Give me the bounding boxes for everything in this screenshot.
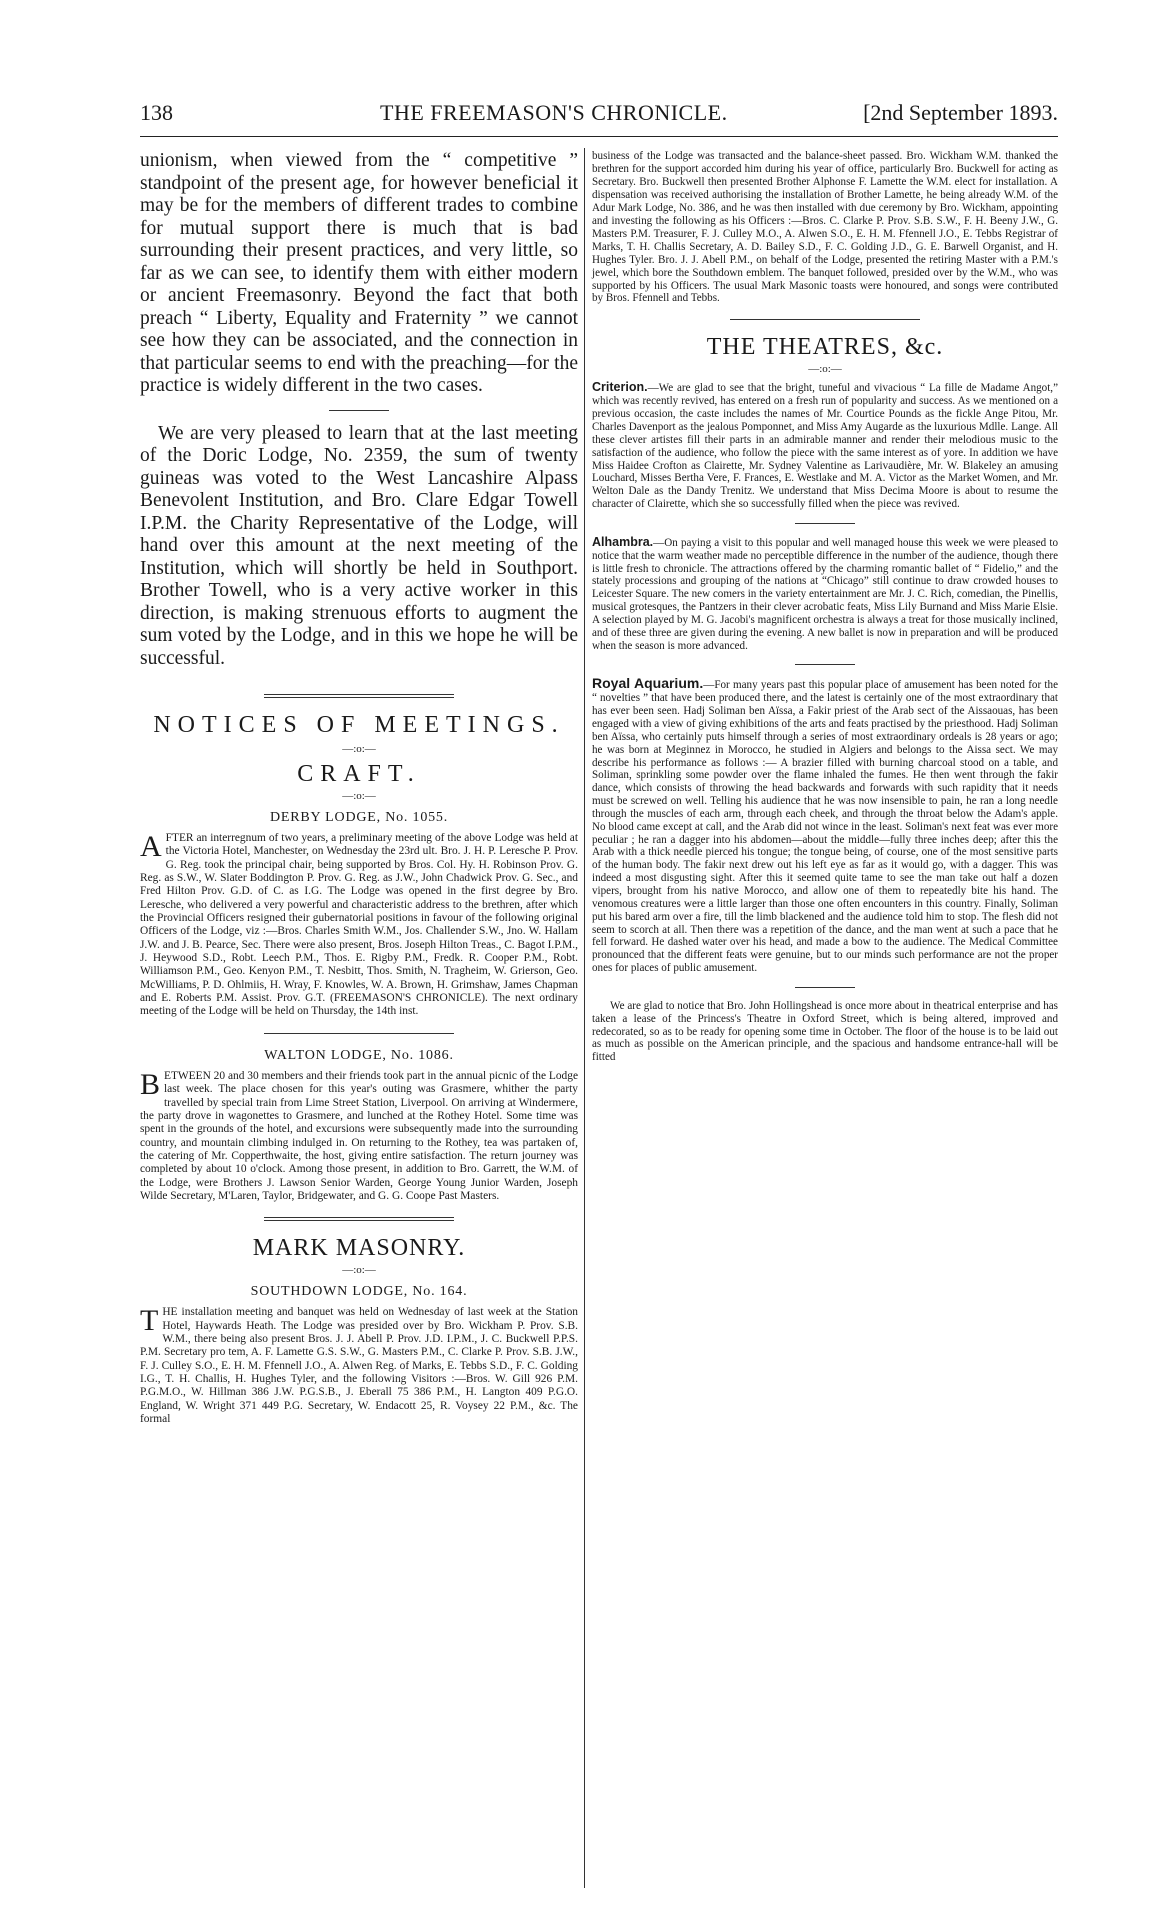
walton-lodge-report: BETWEEN 20 and 30 members and their friends took part in the annual picnic of the Lodge last week. The place chosen for this year's outing was Grasmere, whither the party travelled by special train from Lime Street Station, Liverpool. On arriving at Windermere, the party drove in wagonettes to Grasmere, and lunched at the Rothey Hotel. Some time was spent in the grounds of the hotel, and excursions were subsequently made into the surrounding country, and mountain climbing indulged in. On returning to the Rothey, tea was partaken of, the catering of Mr. Copperthwaite, the host, giving entire satisfaction. The return journey was completed by about 10 o'clock. Among those present, in addition to Bro. Garrett, the W.M. of the Lodge, were Brothers J. Lawson Senior Warden, George Young Junior Warden, Joseph Wilde Secretary, M'Laren, Taylor, Bridgewater, and G. G. Coope Past Masters.	[140, 1067, 578, 1202]
double-rule	[264, 694, 454, 698]
southdown-lodge-report: THE installation meeting and banquet was held on Wednesday of last week at the Station Hotel, Haywards Heath. The Lodge was presided over by Bro. Wickham P. Prov. S.B. W.M., there being also present Bros. J. J. Abell P. Prov. J.D. I.P.M., J. C. Buckwell P.P.S. P.M. Secretary pro tem, A. F. Lamette G.S. S.W., G. Masters P.M., C. Clarke P. Prov. S.B. J.W., F. J. Culley S.O., E. H. M. Ffennell J.O., A. Alwen Reg. of Marks, E. Tebbs S.D., F. C. Golding I.G., T. H. Challis, H. Hughes Tyler, and the following Visitors :—Bros. W. Gill 926 P.M. P.G.M.O., W. Hillman 386 J.W. P.G.S.B., J. Eberall 75 386 P.M., H. Langton 409 P.G.O. England, W. Wright 371 449 P.G. Secretary, W. Endacott 25, R. Voysey 22 P.M., &c. The formal	[140, 1304, 578, 1425]
derby-lodge-report: AFTER an interregnum of two years, a preliminary meeting of the above Lodge was held at the Victoria Hotel, Manchester, on Wednesday the 23rd ult. Bro. J. H. P. Leresche P. Prov. G. Reg. took the principal chair, being supported by Bros. Col. Hy. H. Robinson Prov. G. Reg. as S.W., W. Slater Boddington P. Prov. G. Reg. as J.W., John Chadwick Prov. G. Sec., and Fred Hilton Prov. G.D. of C. as I.G. The Lodge was opened in the first degree by Bro. Leresche, who delivered a very powerful and characteristic address to the brethren, after which the Provincial Officers resigned their gubernatorial positions in favour of the following original Officers of the Lodge, viz :—Bros. Charles Smith W.M., Jos. Challender S.W., Jno. W. Hallam J.W. and J. B. Pearce, Sec. There were also present, Bros. Joseph Hilton Treas., C. Bagot I.P.M., J. Heywood S.D., Robt. Leech P.M., Thos. E. Rigby P.M., Fredk. R. Cooper P.M., Robt. Williamson P.M., Geo. Kenyon P.M., T. Nesbitt, Thos. Smith, N. Tragheim, W. Grierson, Geo. McWilliams, P. D. Ohlmiis, H. Wray, F. Knowles, W. A. Brown, H. Grimshaw, James Chapman and E. Roberts P.M. Assist. Prov. G.T. (FREEMASON'S CHRONICLE). The next ordinary meeting of the Lodge will be held on Thursday, the 14th inst.	[140, 830, 578, 1018]
theatres-heading: THE THEATRES, &c.	[706, 334, 944, 361]
walton-lodge-heading: WALTON LODGE, No. 1086.	[264, 1047, 454, 1063]
drop-cap: B	[140, 1067, 161, 1101]
section-rule	[730, 319, 920, 320]
page-header	[140, 100, 1058, 137]
section-rule	[795, 987, 855, 988]
unionism-paragraph: unionism, when viewed from the “ competitive ” standpoint of the present age, for however beneficial it may be for the members of different trades to combine for mutual support there is much that is bad surrounding their present practices, and very little, so far as we can see, to identify them with either modern or ancient Freemasonry. Beyond the fact that both preach “ Liberty, Equality and Fraternity ” we cannot see how they can be associated, and the connection in that particular seems to end with the preaching—for the practice is widely different in the two cases.	[140, 150, 578, 396]
southdown-lodge-continued: business of the Lodge was transacted and the balance-sheet passed. Bro. Wickham W.M. thanked the brethren for the support accorded him during his year of office, particularly Bro. Buckwell for acting as Secretary. Bro. Buckwell then presented Brother Alphonse F. Lamette the W.M. elect for installation. A dispensation was received authorising the installation of Brother Lamette, he being already W.M. of the Adur Mark Lodge, No. 386, and he was then installed with due ceremony by Bro. Wickham, appointing and investing the following as his Officers :—Bros. C. Clarke P. Prov. S.B. S.W., F. H. Beeny J.W., G. Masters P.M. Treasurer, F. J. Culley M.O., A. Alwen S.O., E. H. M. Ffennell J.O., E. Tebbs Registrar of Marks, T. H. Challis Secretary, A. D. Bailey S.D., F. C. Golding J.D., G. E. Barwell Organist, and H. Hughes Tyler. Bro. J. J. Abell P.M., on behalf of the Lodge, presented the retiring Master with a P.M.'s jewel, which bore the Southdown emblem. The banquet followed, presided over by the W.M., who was supported by his Officers. The usual Mark Masonic toasts were honoured, and songs were contributed by Bros. Ffennell and Tebbs.	[592, 150, 1058, 305]
ornament: —:o:—	[342, 790, 376, 802]
column-divider	[584, 148, 585, 1888]
notices-of-meetings-heading: NOTICES OF MEETINGS.	[153, 712, 565, 738]
alhambra-review: Alhambra.—On paying a visit to this popular and well managed house this week we were pleased to notice that the warm weather made no perceptible difference in the number of the audience, though there is little fresh to chronicle. The attractions offered by the charming romantic ballet of “ Fidelio,” and the stately processions and grouping of the nations at “Chicago” still continue to draw crowded houses to Leicester Square. The new comers in the variety entertainment are Mr. J. C. Rich, comedian, the Pinellis, musical grotesques, the Pantzers in their clever acrobatic feats, Miss Lily Burnand and Miss Marie Elsie. A selection played by M. G. Jacobi's magnificent orchestra is always a treat for those musically inclined, and of these three are given during the evening. A new ballet is now in preparation and will be produced when the season is more advanced.	[592, 534, 1058, 652]
princess-theatre-paragraph: We are glad to notice that Bro. John Hollingshead is once more about in theatrical enterprise and has taken a lease of the Princess's Theatre in Oxford Street, which is being altered, improved and redecorated, so as to be ready for opening some time in October. The floor of the house is to be laid out as much as possible on the American principle, and the spacious and handsome entrance-hall will be fitted	[592, 999, 1058, 1064]
page-number: 138	[140, 100, 173, 125]
ornament: —:o:—	[808, 363, 842, 376]
mark-masonry-heading: MARK MASONRY.	[252, 1235, 466, 1262]
alhambra-lead: Alhambra.	[592, 534, 654, 549]
section-rule	[795, 664, 855, 665]
royal-aquarium-lead: Royal Aquarium.	[592, 675, 704, 692]
ornament: —:o:—	[342, 1264, 376, 1277]
royal-aquarium-review: Royal Aquarium.—For many years past this popular place of amusement has been noted for the “ novelties ” that have been produced there, and the latest is certainly one of the most extraordinary that has ever been seen. Hadj Soliman ben Aïssa, a Fakir priest of the Arab sect of the Aissaouas, has been engaged with a view of giving exhibitions of the arts and feats practised by the priesthood. Hadj Soliman ben Aïssa, who certainly puts himself through a series of most extraordinary ordeals is 28 years or ago; he was born at Meginnez in Morocco, he studied in Algiers and belongs to the Aissa sect. We may describe his performance as follows :— A brazier filled with burning charcoal stood on a table, and Soliman, sprinkling some powder over the flame inhaled the fumes. He then went through the fakir dance, which consists of throwing the head backwards and forwards with such rapidity that it needs must be screwed on well. Telling his audience that he was now insensible to pain, he ran a long needle through the muscles of each arm, through each cheek, and through the throat below the Adam's apple. No blood came except at call, and the Arab did not wince in the least. Soliman's next feat was ever more peculiar ; he ran a dagger into his abdomen—about the middle—fully three inches deep; after this the Arab with a thick needle pierced his tongue; the tongue being, of course, one of the most sensitive parts of the human body. The fakir next drew out his left eye as far as it would go, with a dagger. This was indeed a most disgusting sight. After this it seemed quite tame to see the man take out half a dozen vipers, brought from his native Morocco, and allow one of them to repeatedly bite his hand. The venomous creatures were a little larger than those one often encounters in this country. Finally, Soliman put his bared arm over a fire, till the limb blackened and the audience told him to stop. The flesh did not seem to scorch at all. Then there was a repetition of the dance, and the man went at such a pace that he fell forward. He dashed water over his head, and made a bow to the audience. The Medical Committee pronounced that the different feats were genuine, but to our minds such performance are not the proper ones for places of public amusement.	[592, 675, 1058, 975]
issue-date: [2nd September 1893.	[863, 100, 1058, 125]
section-rule	[264, 1033, 454, 1034]
derby-lodge-heading: DERBY LODGE, No. 1055.	[269, 810, 449, 825]
doric-lodge-paragraph: We are very pleased to learn that at the last meeting of the Doric Lodge, No. 2359, the sum of twenty guineas was voted to the West Lancashire Alpass Benevolent Institution, and Bro. Clare Edgar Towell I.P.M. the Charity Representative of the Lodge, will hand over this amount at the next meeting of the Institution, which will shortly be held in Southport. Brother Towell, who is a very active worker in this direction, is making strenuous efforts to augment the sum voted by the Lodge, and in this we hope he will be successful.	[140, 422, 578, 669]
double-rule	[264, 1217, 454, 1221]
ornament: —:o:—	[342, 743, 376, 755]
drop-cap: T	[140, 1304, 159, 1338]
section-rule	[795, 523, 855, 524]
publication-title: THE FREEMASON'S CHRONICLE.	[380, 100, 728, 125]
criterion-review: Criterion.—We are glad to see that the bright, tuneful and vivacious “ La fille de Madame Angot,” which was recently revived, has entered on a fresh run of popularity and success. As we mentioned on a previous occasion, the caste includes the names of Mr. Courtice Pounds as the fickle Ange Pitou, Mr. Charles Davenport as the jealous Pomponnet, and Miss Amy Augarde as the luxurious Mdlle. Lange. All these clever artistes fill their parts in an admirable manner and render their melodious music to the satisfaction of the audience, who follow the piece with the same interest as of yore. In addition we have Miss Haidee Crofton as Clairette, Mr. Sydney Valentine as Larivaudière, Mr. W. Blakeley an amusing Louchard, Misses Bertha Vere, F. Frances, E. Westlake and M. A. Victor as the Market Women, and Mr. Welton Dale as the Dandy Trenitz. We understand that Miss Decima Moore is about to resume the character of Clairette, which she so successfully filled when the piece was revived.	[592, 380, 1058, 511]
craft-heading: CRAFT.	[297, 761, 421, 787]
southdown-lodge-heading: SOUTHDOWN LODGE, No. 164.	[250, 1284, 468, 1300]
right-column	[592, 150, 1058, 1064]
left-column	[140, 150, 578, 1426]
section-rule	[329, 410, 389, 411]
drop-cap: A	[140, 830, 162, 863]
criterion-lead: Criterion.	[592, 380, 648, 395]
